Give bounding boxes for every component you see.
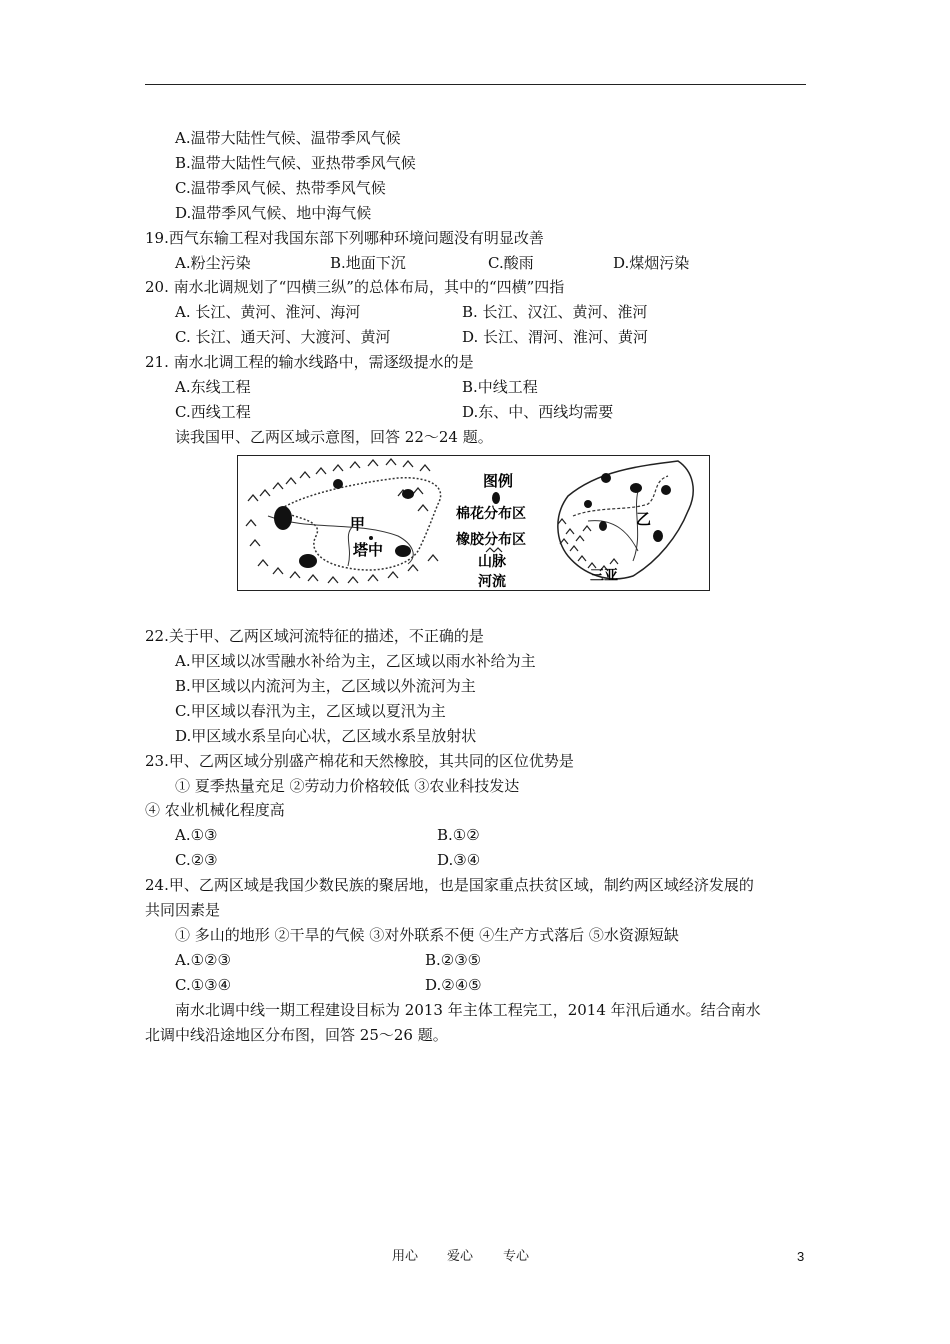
q24-option-c: C.①③④ xyxy=(175,976,232,994)
q20-option-d: D. 长江、渭河、淮河、黄河 xyxy=(462,328,649,346)
q23-option-c: C.②③ xyxy=(175,851,218,869)
mountain-symbols-yi xyxy=(558,519,618,571)
region-map-figure xyxy=(237,455,710,591)
rubber-area-6 xyxy=(653,530,663,542)
q19-stem: 19.西气东输工程对我国东部下列哪种环境问题没有明显改善 xyxy=(145,229,544,247)
rubber-area-3 xyxy=(661,485,671,495)
q23-stem: 23.甲、乙两区域分别盛产棉花和天然橡胶，其共同的区位优势是 xyxy=(145,752,574,770)
cotton-area-3 xyxy=(395,545,411,557)
q22-option-d: D.甲区域水系呈向心状，乙区域水系呈放射状 xyxy=(175,727,477,745)
q23-option-b: B.①② xyxy=(437,826,480,844)
q23-items-line2: ④ 农业机械化程度高 xyxy=(145,801,285,819)
footer-word-1: 用心 xyxy=(392,1249,419,1264)
q21-option-a: A.东线工程 xyxy=(175,378,251,396)
region-map-svg xyxy=(238,456,708,589)
q22-option-b: B.甲区域以内流河为主，乙区域以外流河为主 xyxy=(175,677,476,695)
legend-rubber: 橡胶分布区 xyxy=(456,532,526,548)
q24-option-a: A.①②③ xyxy=(175,951,231,969)
q22-option-c: C.甲区域以春汛为主，乙区域以夏汛为主 xyxy=(175,702,446,720)
q19-option-c: C.酸雨 xyxy=(488,254,534,272)
intro-22-24: 读我国甲、乙两区域示意图，回答 22～24 题。 xyxy=(175,428,493,446)
q23-option-d: D.③④ xyxy=(437,851,481,869)
q24-items: ① 多山的地形 ②干旱的气候 ③对外联系不便 ④生产方式落后 ⑤水资源短缺 xyxy=(175,926,679,944)
legend-cotton-symbol xyxy=(492,492,500,504)
intro-25-26-line1: 南水北调中线一期工程建设目标为 2013 年主体工程完工，2014 年汛后通水。结合南水 xyxy=(175,1001,761,1019)
yi-rubber-boundary xyxy=(573,476,668,516)
rubber-area-5 xyxy=(599,521,607,531)
page-number: 3 xyxy=(797,1249,805,1264)
cotton-area-1 xyxy=(274,506,292,530)
q20-option-b: B. 长江、汉江、黄河、淮河 xyxy=(462,303,648,321)
intro-25-26-line2: 北调中线沿途地区分布图，回答 25～26 题。 xyxy=(145,1026,448,1044)
q21-stem: 21. 南水北调工程的输水线路中，需逐级提水的是 xyxy=(145,353,474,371)
label-sanya: 三亚 xyxy=(590,568,618,584)
q24-option-d: D.②④⑤ xyxy=(425,976,482,994)
q24-option-b: B.②③⑤ xyxy=(425,951,482,969)
legend-mountain: 山脉 xyxy=(478,554,506,570)
q21-option-d: D.东、中、西线均需要 xyxy=(462,403,614,421)
cotton-area-4 xyxy=(402,489,414,499)
q23-items-line1: ① 夏季热量充足 ②劳动力价格较低 ③农业科技发达 xyxy=(175,777,520,795)
rubber-area-4 xyxy=(584,500,592,508)
label-yi: 乙 xyxy=(636,510,652,528)
q24-stem-line1: 24.甲、乙两区域是我国少数民族的聚居地，也是国家重点扶贫区域，制约两区域经济发展的 xyxy=(145,876,754,894)
q20-stem: 20. 南水北调规划了“四横三纵”的总体布局，其中的“四横”四指 xyxy=(145,278,565,296)
yi-island-outline xyxy=(558,461,693,579)
cotton-area-2 xyxy=(299,554,317,568)
q18-option-d: D.温带季风气候、地中海气候 xyxy=(175,204,372,222)
legend-title: 图例 xyxy=(483,472,514,490)
footer-word-2: 爱心 xyxy=(447,1249,474,1264)
q23-option-a: A.①③ xyxy=(175,826,218,844)
q19-option-b: B.地面下沉 xyxy=(330,254,406,272)
tazhong-dot xyxy=(369,536,373,540)
q19-option-a: A.粉尘污染 xyxy=(175,254,251,272)
label-tazhong: 塔中 xyxy=(353,541,384,559)
q18-option-b: B.温带大陆性气候、亚热带季风气候 xyxy=(175,154,416,172)
label-jia: 甲 xyxy=(350,515,366,533)
q20-option-a: A. 长江、黄河、淮河、海河 xyxy=(175,303,361,321)
river-yi-1 xyxy=(588,521,638,551)
q18-option-c: C.温带季风气候、热带季风气候 xyxy=(175,179,386,197)
q18-option-a: A.温带大陆性气候、温带季风气候 xyxy=(175,129,401,147)
q22-stem: 22.关于甲、乙两区域河流特征的描述，不正确的是 xyxy=(145,627,484,645)
header-rule xyxy=(145,84,806,85)
legend-river: 河流 xyxy=(478,574,506,589)
q22-option-a: A.甲区域以冰雪融水补给为主，乙区域以雨水补给为主 xyxy=(175,652,536,670)
q20-option-c: C. 长江、通天河、大渡河、黄河 xyxy=(175,328,391,346)
legend-cotton: 棉花分布区 xyxy=(456,506,526,522)
rubber-area-1 xyxy=(601,473,611,483)
q24-stem-line2: 共同因素是 xyxy=(145,901,221,919)
footer-word-3: 专心 xyxy=(503,1249,530,1264)
legend-mountain-symbol xyxy=(486,548,502,552)
q19-option-d: D.煤烟污染 xyxy=(613,254,690,272)
cotton-area-5 xyxy=(333,479,343,489)
rubber-area-2 xyxy=(630,483,642,493)
q21-option-c: C.西线工程 xyxy=(175,403,251,421)
q21-option-b: B.中线工程 xyxy=(462,378,538,396)
